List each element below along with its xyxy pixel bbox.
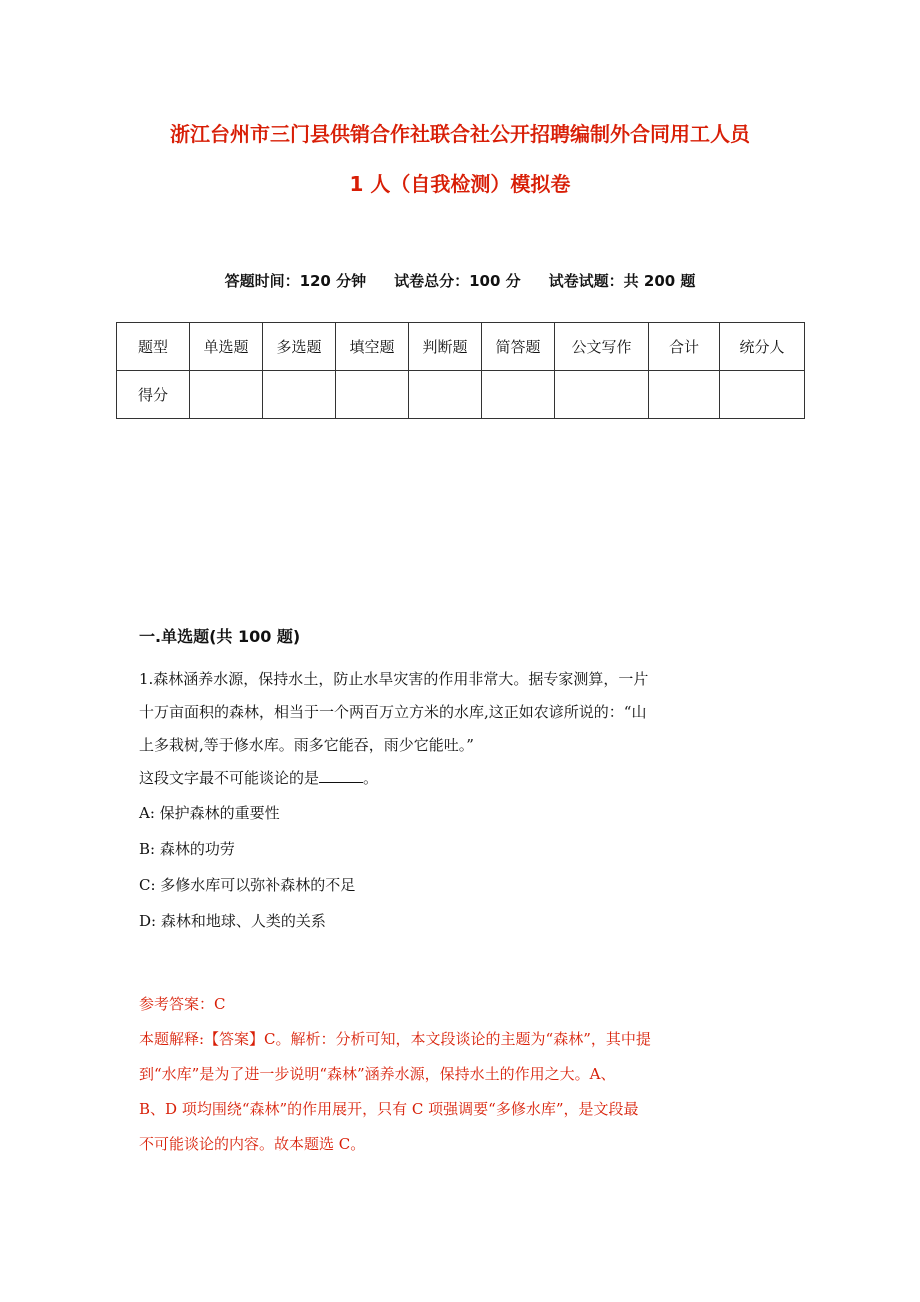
reference-answer: 参考答案：C: [139, 995, 226, 1013]
score-table-score-row: [117, 371, 805, 419]
score-table-header: 统分人: [720, 323, 805, 371]
score-table-header-row: [117, 323, 805, 371]
option-a: A: 保护森林的重要性: [139, 804, 280, 822]
score-cell: [482, 371, 555, 419]
document-title-line-2: 1 人（自我检测）模拟卷: [349, 172, 571, 196]
section-heading: 一.单选题(共 100 题): [139, 627, 301, 646]
score-table-header: 简答题: [482, 323, 555, 371]
explanation-line: 本题解释:【答案】C。解析：分析可知，本文段谈论的主题为“森林”，其中提: [139, 1030, 651, 1048]
score-cell: [190, 371, 263, 419]
question-prompt-end: 。: [363, 769, 379, 787]
score-cell: [336, 371, 409, 419]
score-table-header: 题型: [117, 323, 190, 371]
question-prompt: [139, 762, 789, 795]
document-title-line-1: 浙江台州市三门县供销合作社联合社公开招聘编制外合同用工人员: [170, 122, 750, 146]
score-table-header: 单选题: [190, 323, 263, 371]
score-cell: [263, 371, 336, 419]
score-table-header: 填空题: [336, 323, 409, 371]
option-d: D: 森林和地球、人类的关系: [139, 912, 326, 930]
answer-block: [139, 987, 789, 1162]
explanation-line: 不可能谈论的内容。故本题选 C。: [139, 1135, 366, 1153]
question-1: [139, 663, 789, 939]
score-table-header: 多选题: [263, 323, 336, 371]
explanation-line: 到“水库”是为了进一步说明“森林”涵养水源，保持水土的作用之大。A、: [139, 1065, 616, 1083]
score-cell: [649, 371, 720, 419]
score-table-header: 判断题: [409, 323, 482, 371]
score-table-header: 公文写作: [555, 323, 649, 371]
score-cell: [409, 371, 482, 419]
score-cell: [720, 371, 805, 419]
question-text-line: 十万亩面积的森林，相当于一个两百万立方米的水库,这正如农谚所说的：“山: [139, 703, 647, 721]
option-c: C: 多修水库可以弥补森林的不足: [139, 876, 356, 894]
explanation-line: B、D 项均围绕“森林”的作用展开，只有 C 项强调要“多修水库”，是文段最: [139, 1100, 639, 1118]
exam-total-questions: 试卷试题：共 200 题: [548, 272, 696, 290]
score-row-label: 得分: [117, 371, 190, 419]
score-table-header: 合计: [649, 323, 720, 371]
question-text-line: 1.森林涵养水源，保持水土，防止水旱灾害的作用非常大。据专家测算，一片: [139, 670, 649, 688]
answer-blank: [319, 766, 363, 783]
question-text-line: 上多栽树,等于修水库。雨多它能吞，雨少它能吐。”: [139, 736, 474, 754]
question-prompt-text: 这段文字最不可能谈论的是: [139, 769, 320, 787]
score-cell: [555, 371, 649, 419]
exam-total-score: 试卷总分：100 分: [394, 272, 521, 290]
option-b: B: 森林的功劳: [139, 840, 235, 858]
score-table: [116, 322, 805, 419]
exam-info: [0, 271, 920, 291]
exam-time: 答题时间：120 分钟: [224, 272, 367, 290]
